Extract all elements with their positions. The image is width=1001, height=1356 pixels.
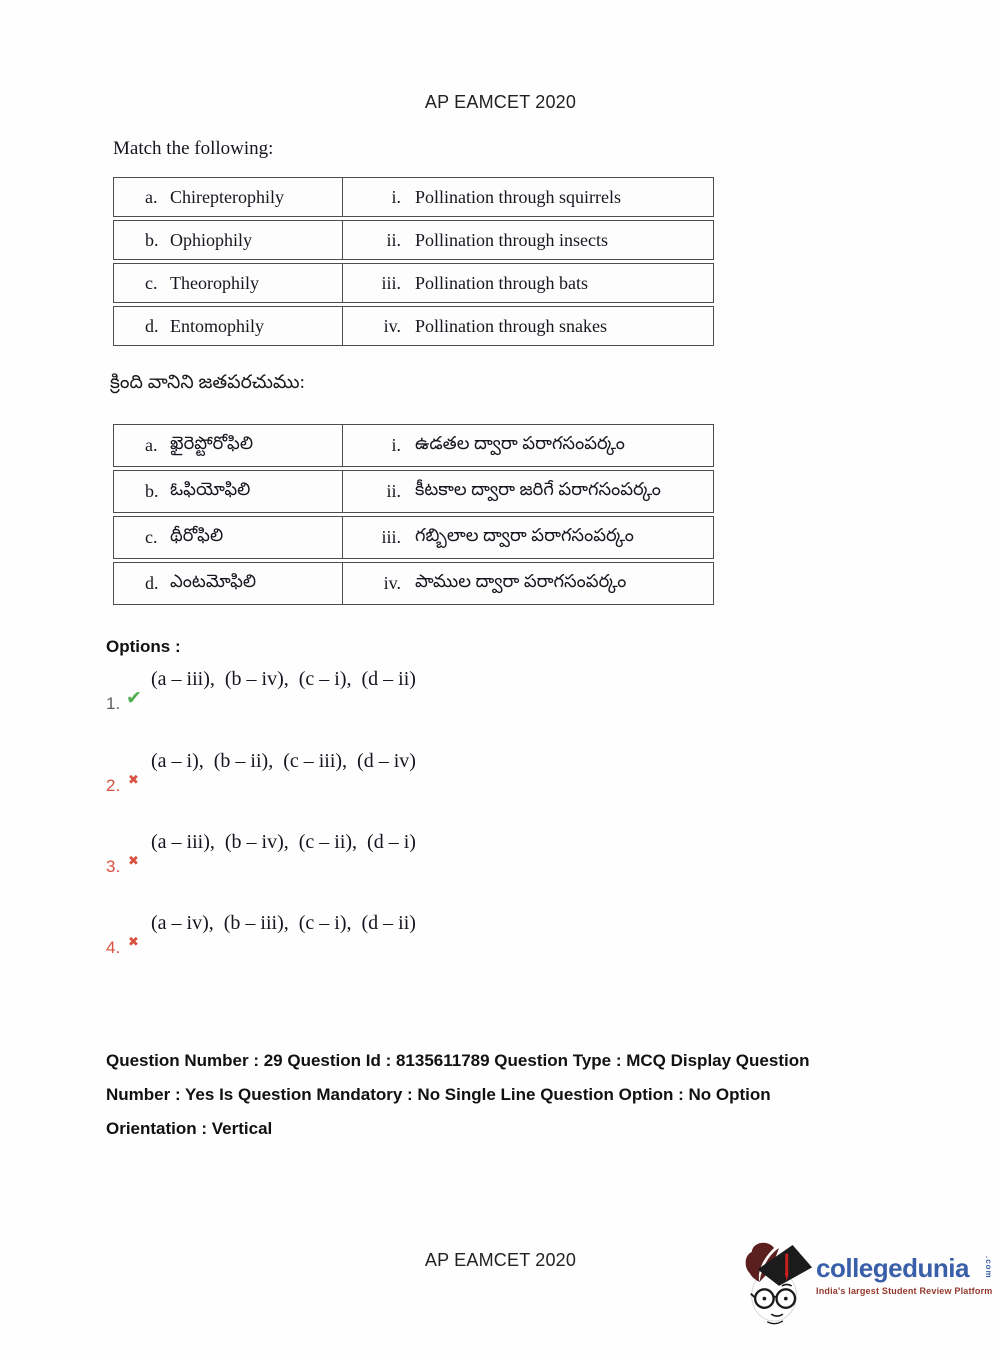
item-label: Entomophily (170, 315, 264, 336)
item-key: d. (145, 315, 159, 336)
metadata-line: Orientation : Vertical (106, 1119, 273, 1138)
table-row (113, 470, 714, 513)
item-key: c. (145, 527, 158, 547)
match-label: పాముల ద్వారా పరాగసంపర్కం (415, 571, 627, 591)
logo-brand-text: collegedunia (816, 1253, 969, 1283)
table-cell-item (114, 178, 343, 216)
item-label: ఖైరెప్టోరోఫిలి (170, 433, 254, 453)
options-heading: Options : (106, 637, 181, 656)
match-roman: iv. (383, 573, 401, 593)
table-row (113, 306, 714, 346)
match-label: Pollination through insects (415, 229, 608, 250)
item-key: c. (145, 272, 158, 293)
option-number: 3. (106, 857, 121, 876)
option-text: (a – i), (b – ii), (c – iii), (d – iv) (151, 750, 416, 772)
item-key: a. (145, 435, 158, 455)
table-cell-match (343, 563, 713, 604)
question-prompt-telugu: క్రింది వానిని జతపరచుము: (110, 372, 305, 393)
wrong-cross-icon: ✖ (128, 772, 139, 787)
table-row (113, 562, 714, 605)
item-key: d. (145, 573, 159, 593)
option-row-3 (106, 831, 706, 877)
item-key: b. (145, 229, 159, 250)
option-number: 4. (106, 938, 121, 957)
metadata-line: Question Number : 29 Question Id : 8135611789 Question Type : MCQ Display Question (106, 1051, 810, 1070)
table-cell-item (114, 307, 343, 345)
table-cell-item (114, 264, 343, 302)
table-cell-item (114, 471, 343, 512)
collegedunia-logo (742, 1240, 994, 1332)
correct-check-icon: ✔ (126, 688, 142, 709)
table-row (113, 220, 714, 260)
option-text: (a – iv), (b – iii), (c – i), (d – ii) (151, 912, 416, 934)
footer-title: AP EAMCET 2020 (424, 1250, 577, 1270)
table-row (113, 516, 714, 559)
table-cell-match (343, 178, 713, 216)
table-cell-match (343, 471, 713, 512)
match-roman: i. (391, 186, 401, 207)
match-roman: iv. (383, 315, 401, 336)
option-number: 1. (106, 694, 121, 713)
metadata-line: Number : Yes Is Question Mandatory : No Single Line Question Option : No Option (106, 1085, 771, 1104)
question-metadata (106, 1044, 809, 1146)
table-cell-item (114, 563, 343, 604)
table-row (113, 263, 714, 303)
item-label: థీరోఫిలి (170, 525, 224, 545)
option-row-2 (106, 750, 706, 796)
mascot-icon (742, 1240, 814, 1326)
match-table-telugu (113, 424, 714, 605)
match-roman: iii. (381, 272, 401, 293)
question-prompt-english: Match the following: (113, 138, 274, 159)
logo-domain-text: .com (984, 1256, 993, 1279)
option-text: (a – iii), (b – iv), (c – ii), (d – i) (151, 831, 416, 853)
wrong-cross-icon: ✖ (128, 853, 139, 868)
match-label: కీటకాల ద్వారా జరిగే పరాగసంపర్కం (415, 479, 661, 499)
match-label: Pollination through snakes (415, 315, 607, 336)
page-title: AP EAMCET 2020 (424, 92, 577, 112)
item-key: a. (145, 186, 158, 207)
match-roman: iii. (381, 527, 401, 547)
option-text: (a – iii), (b – iv), (c – i), (d – ii) (151, 668, 416, 690)
table-row (113, 177, 714, 217)
table-cell-item (114, 425, 343, 466)
table-row (113, 424, 714, 467)
match-roman: ii. (386, 229, 401, 250)
table-cell-match (343, 517, 713, 558)
table-cell-match (343, 264, 713, 302)
item-key: b. (145, 481, 159, 501)
table-cell-match (343, 221, 713, 259)
table-cell-item (114, 221, 343, 259)
table-cell-item (114, 517, 343, 558)
wrong-cross-icon: ✖ (128, 934, 139, 949)
match-label: Pollination through squirrels (415, 186, 621, 207)
option-row-1 (106, 668, 706, 714)
match-roman: i. (391, 435, 401, 455)
item-label: ఎంటమోఫిలి (170, 571, 257, 591)
match-label: Pollination through bats (415, 272, 588, 293)
option-row-4 (106, 912, 706, 958)
option-number: 2. (106, 776, 121, 795)
logo-text-block (816, 1254, 994, 1296)
table-cell-match (343, 425, 713, 466)
match-label: గబ్బిలాల ద్వారా పరాగసంపర్కం (415, 525, 634, 545)
logo-tagline: India's largest Student Review Platform (816, 1286, 993, 1296)
item-label: Chirepterophily (170, 186, 284, 207)
item-label: ఓఫియోఫిలి (170, 479, 251, 499)
item-label: Ophiophily (170, 229, 253, 250)
item-label: Theorophily (170, 272, 259, 293)
table-cell-match (343, 307, 713, 345)
match-roman: ii. (386, 481, 401, 501)
match-table-english (113, 177, 714, 346)
match-label: ఉడతల ద్వారా పరాగసంపర్కం (415, 433, 625, 453)
